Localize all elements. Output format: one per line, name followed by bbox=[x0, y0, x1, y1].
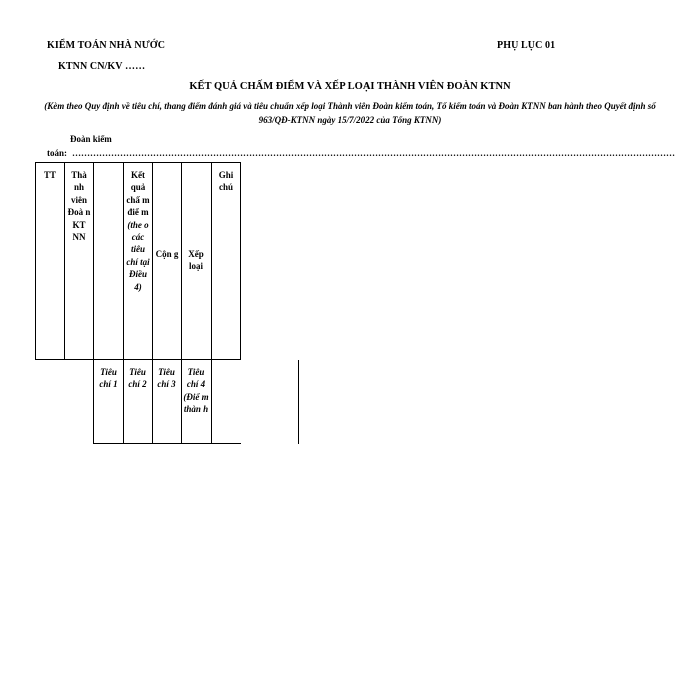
unit-label: KTNN CN/KV …… bbox=[58, 61, 146, 72]
col-line-1 bbox=[64, 162, 65, 360]
header-result-note: (the o các tiêu chí tại Điều 4) bbox=[126, 219, 150, 292]
header-rank: Xếp loại bbox=[188, 249, 204, 272]
header-result-label: Kết quả chấ m điể m bbox=[126, 170, 150, 218]
delegation-label-line2: toán: bbox=[47, 148, 67, 158]
header-member: Thà nh viên Đoà n KT NN bbox=[67, 170, 91, 243]
subheader-criteria-4-label: Tiêu chí 4 bbox=[186, 367, 206, 390]
appendix-label: PHỤ LỤC 01 bbox=[497, 40, 556, 51]
subheader-criteria-3: Tiêu chí 3 bbox=[157, 367, 176, 390]
subheader-criteria-4-note: (Điể m thàn h bbox=[183, 391, 209, 415]
subheader-criteria-4 bbox=[182, 366, 210, 416]
org-name: KIỂM TOÁN NHÀ NƯỚC bbox=[47, 40, 166, 51]
header-tt: TT bbox=[43, 170, 56, 180]
header-total: Cộn g bbox=[155, 249, 179, 259]
subheader-criteria-1: Tiêu chí 1 bbox=[99, 367, 118, 390]
document-subtitle: (Kèm theo Quy định về tiêu chí, thang điểm đánh giá và tiêu chuẩn xếp loại Thành viên Đoàn kiểm toán, Tổ kiểm toán và Đoàn KTNN ban hành theo Quyết định số 963/QĐ-KTNN ngày 15/7/2022 của Tổng KTNN) bbox=[44, 101, 656, 125]
col-line-4 bbox=[152, 162, 153, 444]
col-line-7 bbox=[240, 162, 241, 360]
col-line-8 bbox=[298, 360, 299, 444]
col-line-0 bbox=[35, 162, 36, 360]
delegation-fill-line: ………………………………………………………………………………………………………………………………………………………………………………… bbox=[72, 148, 675, 158]
header-note: Ghi chú bbox=[218, 170, 234, 193]
document-title: KẾT QUẢ CHẤM ĐIỂM VÀ XẾP LOẠI THÀNH VIÊN ĐOÀN KTNN bbox=[189, 81, 511, 92]
table-bottom-border bbox=[93, 443, 241, 444]
col-line-3 bbox=[123, 162, 124, 444]
col-line-2 bbox=[93, 162, 94, 444]
delegation-label-line1: Đoàn kiểm bbox=[70, 134, 112, 144]
subheader-criteria-2: Tiêu chí 2 bbox=[128, 367, 147, 390]
col-line-6 bbox=[211, 162, 212, 444]
header-result bbox=[125, 169, 151, 293]
